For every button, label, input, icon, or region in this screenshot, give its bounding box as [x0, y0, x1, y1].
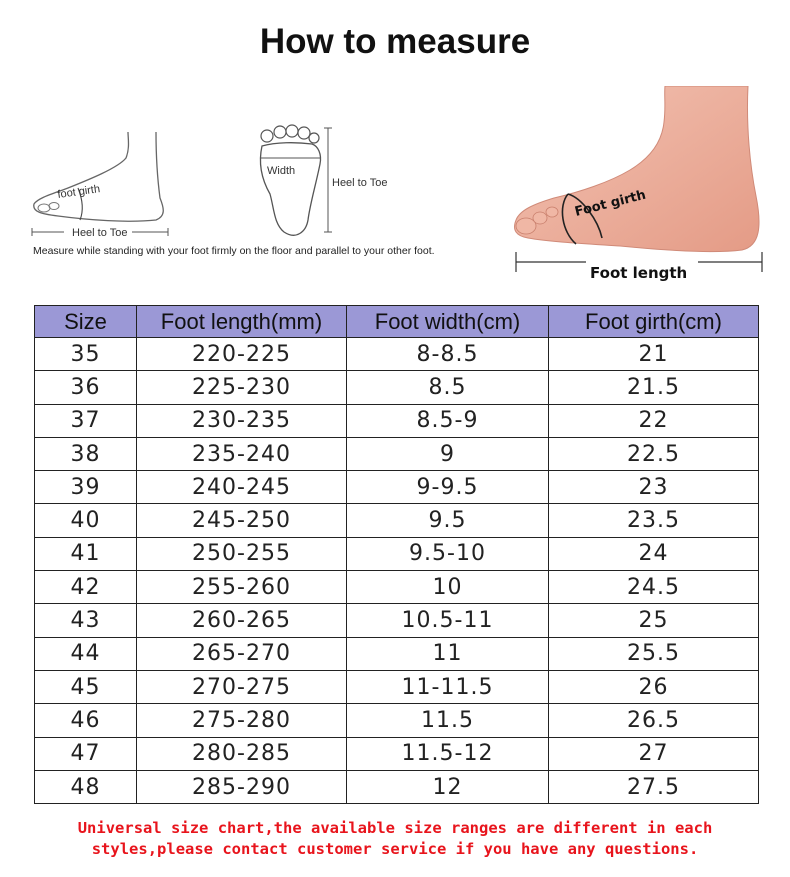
cell-foot-width: 9.5: [347, 504, 549, 537]
cell-foot-length: 255-260: [137, 571, 347, 604]
cell-foot-length: 270-275: [137, 670, 347, 703]
cell-foot-girth: 24: [549, 537, 759, 570]
cell-foot-length: 220-225: [137, 338, 347, 371]
cell-size: 48: [35, 770, 137, 803]
size-chart-table: [34, 305, 759, 804]
cell-foot-girth: 27.5: [549, 770, 759, 803]
cell-foot-girth: 26: [549, 670, 759, 703]
cell-foot-girth: 23.5: [549, 504, 759, 537]
table-row: [35, 637, 759, 670]
cell-size: 40: [35, 504, 137, 537]
table-row: [35, 770, 759, 803]
table-row: [35, 404, 759, 437]
table-row: [35, 604, 759, 637]
side-girth-label: foot girth: [56, 183, 101, 201]
cell-size: 44: [35, 637, 137, 670]
cell-foot-length: 250-255: [137, 537, 347, 570]
header-size: Size: [35, 306, 137, 338]
cell-foot-girth: 25: [549, 604, 759, 637]
table-row: [35, 537, 759, 570]
cell-foot-girth: 26.5: [549, 704, 759, 737]
cell-foot-length: 240-245: [137, 471, 347, 504]
table-row: [35, 571, 759, 604]
cell-foot-girth: 27: [549, 737, 759, 770]
cell-foot-girth: 24.5: [549, 571, 759, 604]
cell-foot-width: 11-11.5: [347, 670, 549, 703]
cell-foot-width: 11.5: [347, 704, 549, 737]
cell-foot-width: 10.5-11: [347, 604, 549, 637]
header-foot-length: Foot length(mm): [137, 306, 347, 338]
cell-foot-length: 225-230: [137, 371, 347, 404]
note-line-2: styles,please contact customer service if you have any questions.: [91, 840, 699, 858]
table-row: [35, 504, 759, 537]
table-header-row: [35, 306, 759, 338]
cell-foot-width: 12: [347, 770, 549, 803]
cell-foot-girth: 25.5: [549, 637, 759, 670]
note-line-1: Universal size chart,the available size ranges are different in each: [77, 819, 713, 837]
cell-foot-width: 9: [347, 437, 549, 470]
header-foot-width: Foot width(cm): [347, 306, 549, 338]
table-row: [35, 338, 759, 371]
measure-caption: Measure while standing with your foot firmly on the floor and parallel to your other foot.: [33, 245, 435, 257]
cell-size: 39: [35, 471, 137, 504]
cell-foot-length: 260-265: [137, 604, 347, 637]
cell-foot-girth: 21: [549, 338, 759, 371]
cell-foot-width: 11: [347, 637, 549, 670]
cell-foot-girth: 21.5: [549, 371, 759, 404]
photo-girth-label: Foot girth: [573, 187, 648, 220]
cell-size: 38: [35, 437, 137, 470]
cell-size: 35: [35, 338, 137, 371]
cell-foot-width: 8.5-9: [347, 404, 549, 437]
cell-foot-length: 285-290: [137, 770, 347, 803]
cell-foot-length: 275-280: [137, 704, 347, 737]
sole-foot-diagram: [252, 124, 402, 242]
cell-foot-length: 235-240: [137, 437, 347, 470]
cell-size: 43: [35, 604, 137, 637]
cell-foot-width: 9.5-10: [347, 537, 549, 570]
cell-size: 36: [35, 371, 137, 404]
cell-foot-length: 265-270: [137, 637, 347, 670]
cell-size: 37: [35, 404, 137, 437]
table-row: [35, 737, 759, 770]
sole-length-label: Heel to Toe: [332, 177, 388, 189]
cell-size: 46: [35, 704, 137, 737]
cell-size: 41: [35, 537, 137, 570]
cell-foot-girth: 23: [549, 471, 759, 504]
cell-foot-girth: 22: [549, 404, 759, 437]
size-note: [0, 818, 790, 860]
table-row: [35, 371, 759, 404]
table-row: [35, 471, 759, 504]
cell-foot-length: 245-250: [137, 504, 347, 537]
side-foot-diagram: [28, 128, 178, 240]
cell-foot-girth: 22.5: [549, 437, 759, 470]
cell-foot-length: 280-285: [137, 737, 347, 770]
side-length-label: Heel to Toe: [72, 227, 128, 239]
cell-foot-width: 9-9.5: [347, 471, 549, 504]
cell-size: 42: [35, 571, 137, 604]
cell-foot-width: 8.5: [347, 371, 549, 404]
foot-photo-diagram: [510, 86, 770, 286]
page-title: How to measure: [259, 22, 531, 61]
cell-size: 45: [35, 670, 137, 703]
photo-length-label: Foot length: [590, 264, 688, 282]
header-foot-girth: Foot girth(cm): [549, 306, 759, 338]
cell-size: 47: [35, 737, 137, 770]
table-row: [35, 670, 759, 703]
cell-foot-length: 230-235: [137, 404, 347, 437]
table-row: [35, 437, 759, 470]
table-row: [35, 704, 759, 737]
sole-width-label: Width: [267, 165, 296, 177]
cell-foot-width: 10: [347, 571, 549, 604]
cell-foot-width: 11.5-12: [347, 737, 549, 770]
cell-foot-width: 8-8.5: [347, 338, 549, 371]
